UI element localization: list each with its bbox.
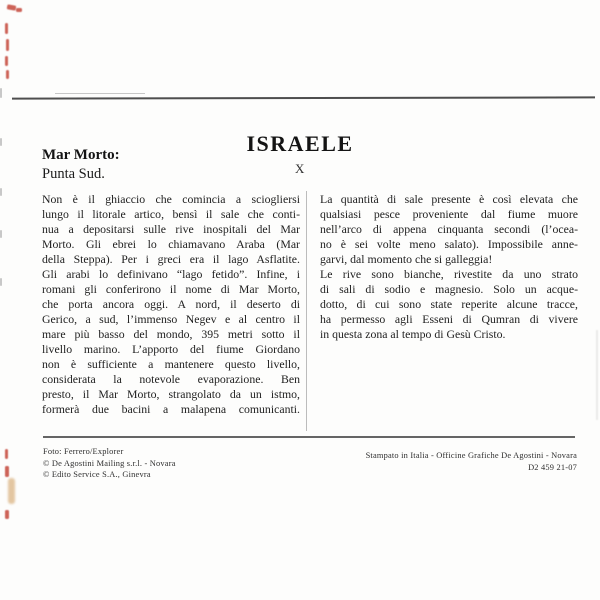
subject-subtitle: Punta Sud. [42, 166, 105, 182]
editor-copyright: © Edito Service S.A., Ginevra [43, 470, 151, 480]
top-rule-shadow [55, 93, 145, 94]
print-code: D2 459 21-07 [528, 462, 577, 472]
scan-edge-mark [0, 88, 2, 98]
column-divider [306, 191, 307, 431]
text-line: che porta ancora oggi. A nord, il deserto di [42, 297, 300, 311]
country-title: ISRAELE [246, 131, 354, 156]
credits-left-block [43, 446, 176, 481]
text-line: mare più basso del mondo, 395 metri sotto il [42, 327, 300, 341]
text-line: Gerico, a sud, l’immenso Negev e al centro il [42, 312, 300, 326]
text-line: non è sufficiente a mantenere questo livello, [42, 357, 300, 371]
text-line: lungo il litorale artico, bensì il sale che conti- [42, 207, 300, 221]
credits-rule [43, 436, 575, 438]
text-line: in questa zona al tempo di Gesù Cristo. [320, 327, 506, 341]
credits-right-block [366, 450, 577, 473]
text-line: garvi, dal momento che si galleggia! [320, 252, 493, 266]
publisher-copyright: © De Agostini Mailing s.r.l. - Novara [43, 458, 176, 468]
registration-mark-tan [8, 478, 15, 504]
text-line: di sali di sodio e magnesio. Solo un acque- [320, 282, 578, 296]
text-line: Morto. Gli ebrei lo chiamavano Araba (Mar [42, 237, 300, 251]
printed-in-line: Stampato in Italia - Officine Grafiche De Agostini - Novara [365, 451, 577, 460]
photo-credit: Foto: Ferrero/Explorer [43, 447, 124, 456]
series-marker: X [295, 161, 305, 176]
registration-mark-red [6, 39, 9, 51]
text-line: romani gli conferirono il nome di Mar Morto, [42, 282, 300, 296]
text-line: nua a depositarsi sulle rive inospitali del Mar [42, 222, 300, 236]
text-line: formerà due bacini a malapena comunicanti. [42, 402, 300, 416]
scan-edge-mark [0, 230, 2, 238]
registration-mark-red [5, 56, 8, 66]
text-line: Le rive sono bianche, rivestite da uno strato [320, 267, 578, 281]
registration-mark-red [5, 449, 8, 459]
subject-title: Mar Morto: [42, 147, 120, 163]
registration-mark-red [5, 23, 8, 34]
text-line: Non è il ghiaccio che comincia a sciogliersi [42, 192, 300, 206]
registration-mark-red [16, 8, 22, 12]
text-line: presto, il Mar Morto, strangolato da un istmo, [42, 387, 300, 401]
registration-mark-red [6, 70, 9, 79]
registration-mark-red [5, 510, 9, 519]
scan-edge-smudge [596, 330, 598, 420]
text-line: dotto, di cui sono state reperite alcune tracce, [320, 297, 578, 311]
scan-edge-mark [0, 278, 2, 286]
scan-edge-mark [0, 188, 2, 196]
article-left-column [42, 192, 300, 417]
text-line: livello marino. L’apporto del fiume Giordano [42, 342, 300, 356]
scan-edge-mark [0, 138, 2, 146]
text-line: della Steppa). Per i greci era il lago Asflatite. [42, 252, 300, 266]
article-right-column [320, 192, 578, 342]
registration-mark-red [7, 4, 17, 10]
top-rule [12, 96, 595, 99]
text-line: qualsiasi pesce proveniente dal fiume muore [320, 207, 578, 221]
text-line: considerata la notevole evaporazione. Ben [42, 372, 300, 386]
text-line: La quantità di sale presente è così elevata che [320, 192, 578, 206]
text-line: ha permesso agli Esseni di Qumran di vivere [320, 312, 578, 326]
registration-mark-red [5, 466, 9, 477]
text-line: nell’arco di appena cinquanta secondi (l’ocea- [320, 222, 578, 236]
text-line: Gli arabi lo definivano “lago fetido”. Infine, i [42, 267, 300, 281]
text-line: no è sei volte meno salato). Impossibile anne- [320, 237, 578, 251]
